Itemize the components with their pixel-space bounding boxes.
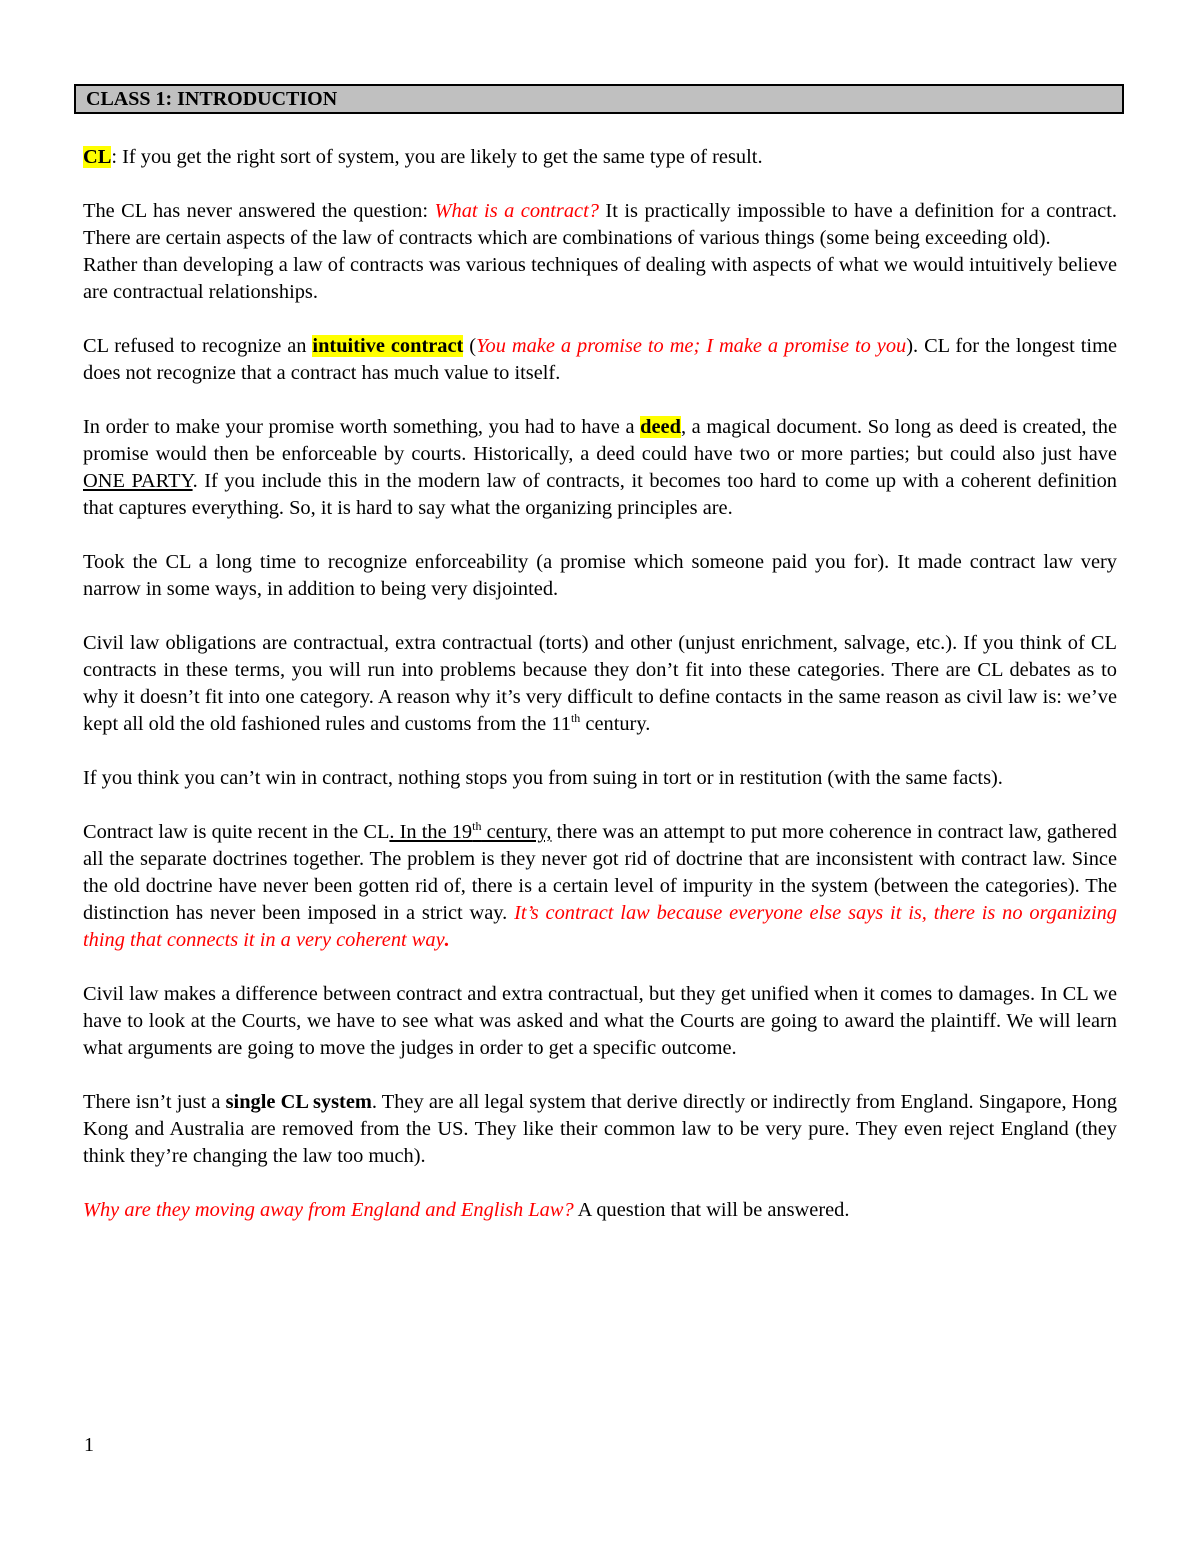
red-question-2: Why are they moving away from England and English Law?	[83, 1199, 574, 1221]
paragraph-12-text: A question that will be answered.	[573, 1199, 850, 1221]
paragraph-2-text-a: The CL has never answered the question:	[83, 200, 435, 222]
paragraph-2	[83, 198, 1117, 252]
paragraph-11	[83, 1089, 1117, 1170]
paragraph-1	[83, 144, 1117, 171]
page-number: 1	[84, 1434, 94, 1456]
paragraph-3: Rather than developing a law of contracts was various techniques of dealing with aspects of what we would intuitively believe are contractual relationships.	[83, 254, 1117, 303]
paragraph-9	[83, 819, 1117, 954]
paragraph-1-text: : If you get the right sort of system, you are likely to get the same type of result.	[111, 146, 763, 168]
red-conclusion: It’s contract law because everyone else says it is, there is no organizing thing that connects it in a very coherent way	[83, 902, 1117, 951]
paragraph-4-text-a: CL refused to recognize an	[83, 335, 313, 357]
paragraph-7-text-a: Civil law obligations are contractual, extra contractual (torts) and other (unjust enrichment, salvage, etc.). If you think of CL contracts in these terms, you will run into problems because they don’t fit into these categories. There are CL debates as to why it doesn’t fit into one category. A reason why it’s very difficult to define contacts in the same reason as civil law is: we’ve kept all old the old fashioned rules and customs from the 11	[83, 632, 1117, 735]
superscript-th-2: th	[472, 819, 482, 833]
highlight-intuitive-contract: intuitive contract	[312, 335, 464, 357]
paragraph-4-text-c: ). CL for the longest time does not recognize that a contract has much value to itself.	[83, 335, 1117, 384]
highlight-cl: CL	[83, 146, 112, 168]
paragraph-11-text-c: . They are all legal system that derive directly or indirectly from England. Singapore, Hong Kong and Australia are removed from the US. They like their common law to be very pure. They even reject England (they think they’re changing the law too much).	[83, 1091, 1118, 1167]
paragraph-8: If you think you can’t win in contract, nothing stops you from suing in tort or in restitution (with the same facts).	[83, 767, 1003, 789]
paragraph-2-text-b: It is practically impossible to have a definition for a contract. There are certain aspects of the law of contracts which are combinations of various things (some being exceeding old).	[83, 200, 1117, 249]
paragraph-4	[83, 333, 1117, 387]
paragraph-11-text-a: There isn’t just a	[83, 1091, 226, 1113]
underline-part-1: . In the 19	[389, 821, 473, 843]
document-body	[83, 144, 1117, 1251]
paragraph-5-text-c: . If you include this in the modern law of contracts, it becomes too hard to come up with a coherent definition that captures everything. So, it is hard to say what the organizing principles are.	[83, 470, 1117, 519]
section-heading-text: CLASS 1: INTRODUCTION	[86, 88, 338, 110]
paragraph-5	[83, 414, 1117, 522]
paragraph-5-text-a: In order to make your promise worth something, you had to have a	[83, 416, 641, 438]
section-heading	[74, 84, 1124, 114]
paragraph-7	[83, 630, 1117, 738]
superscript-th: th	[570, 711, 581, 725]
paragraph-7-text-b: century.	[580, 713, 651, 735]
paragraph-6: Took the CL a long time to recognize enforceability (a promise which someone paid you for). It made contract law very narrow in some ways, in addition to being very disjointed.	[83, 551, 1117, 600]
red-quote-promise: You make a promise to me; I make a promise to you	[476, 335, 907, 357]
underline-one-party: ONE PARTY	[83, 470, 193, 492]
red-question-1: What is a contract?	[434, 200, 599, 222]
paragraph-9-text-b: there was an attempt to put more coherence in contract law, gathered all the separate doctrines together. The problem is they never got rid of doctrine that are inconsistent with contract law. Since the old doctrine have never been gotten rid of, there is a certain level of impurity in the system (between the categories). The distinction has never been imposed in a strict way.	[83, 821, 1118, 924]
paragraph-10: Civil law makes a difference between contract and extra contractual, but they get unified when it comes to damages. In CL we have to look at the Courts, we have to see what was asked and what the Courts are going to award the plaintiff. We will learn what arguments are going to move the judges in order to get a specific outcome.	[83, 983, 1117, 1059]
paragraph-4-text-b: (	[463, 335, 477, 357]
paragraph-9-text-a: Contract law is quite recent in the CL	[83, 821, 390, 843]
red-period: .	[444, 929, 450, 951]
underline-19th-century	[389, 821, 551, 843]
paragraph-5-text-b: , a magical document. So long as deed is created, the promise would then be enforceable by courts. Historically, a deed could have two or more parties; but could also just have	[83, 416, 1117, 465]
bold-single-cl-system: single CL system	[225, 1091, 372, 1113]
paragraph-12	[83, 1197, 1117, 1224]
highlight-deed: deed	[640, 416, 681, 438]
underline-part-2: century,	[481, 821, 552, 843]
